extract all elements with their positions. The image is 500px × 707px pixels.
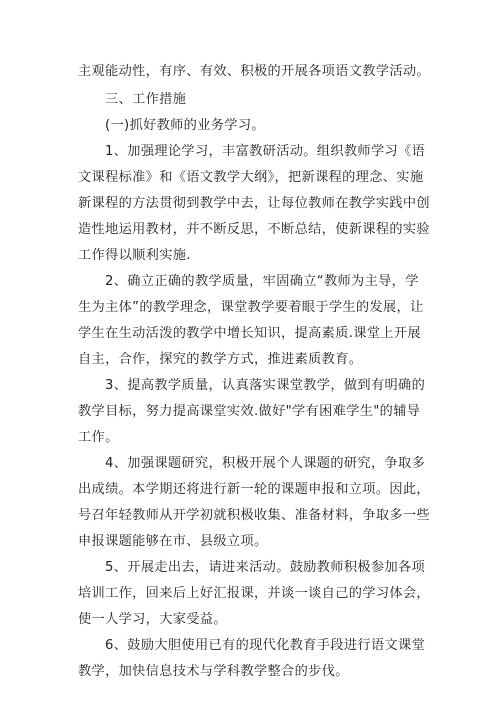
paragraph-line: 新课程的方法贯彻到教学中去，让每位教师在教学实践中创	[78, 196, 430, 211]
paragraph-line: 生为主体”的教学理念，课堂教学要着眼于学生的发展，让	[78, 300, 424, 315]
section-heading: 三、工作措施	[105, 92, 187, 107]
paragraph-line: 5、开展走出去，请进来活动。鼓励教师积极参加各项	[105, 560, 426, 575]
subsection-heading: (一)抓好教师的业务学习。	[105, 118, 265, 133]
paragraph-line: 工作。	[78, 430, 119, 445]
paragraph-line: 培训工作，回来后上好汇报课，并谈一谈自己的学习体会，	[78, 586, 430, 601]
paragraph-line: 2、确立正确的教学质量，牢固确立“教师为主导，学	[105, 274, 419, 289]
paragraph-line: 出成绩。本学期还将进行新一轮的课题申报和立项。因此，	[78, 482, 430, 497]
paragraph-line: 1、加强理论学习，丰富教研活动。组织教师学习《语	[105, 144, 426, 159]
paragraph-line: 自主，合作，探究的教学方式，推进素质教育。	[78, 352, 363, 367]
paragraph-line: 6、鼓励大胆使用已有的现代化教育手段进行语文课堂	[105, 638, 426, 653]
paragraph-line: 工作得以顺利实施.	[78, 248, 191, 263]
paragraph-line: 4、加强课题研究，积极开展个人课题的研究，争取多	[105, 456, 426, 471]
paragraph-line: 3、提高教学质量，认真落实课堂教学，做到有明确的	[105, 378, 426, 393]
paragraph-line: 教学目标，努力提高课堂实效.做好"学有困难学生"的辅导	[78, 404, 421, 419]
paragraph-line: 造性地运用教材，并不断反思，不断总结，使新课程的实验	[78, 222, 430, 237]
paragraph-line: 主观能动性，有序、有效、积极的开展各项语文教学活动。	[78, 64, 430, 79]
document-body	[78, 62, 432, 688]
paragraph-line: 教学，加快信息技术与学科教学整合的步伐。	[78, 664, 349, 679]
paragraph-line: 申报课题能够在市、县级立项。	[78, 534, 268, 549]
paragraph-line: 学生在生动活泼的教学中增长知识，提高素质.课堂上开展	[78, 326, 421, 341]
paragraph-line: 号召年轻教师从开学初就积极收集、准备材料，争取多一些	[78, 508, 430, 523]
paragraph-line: 使一人学习，大家受益。	[78, 612, 227, 627]
paragraph-line: 文课程标准》和《语文教学大纲》，把新课程的理念、实施	[78, 170, 424, 185]
